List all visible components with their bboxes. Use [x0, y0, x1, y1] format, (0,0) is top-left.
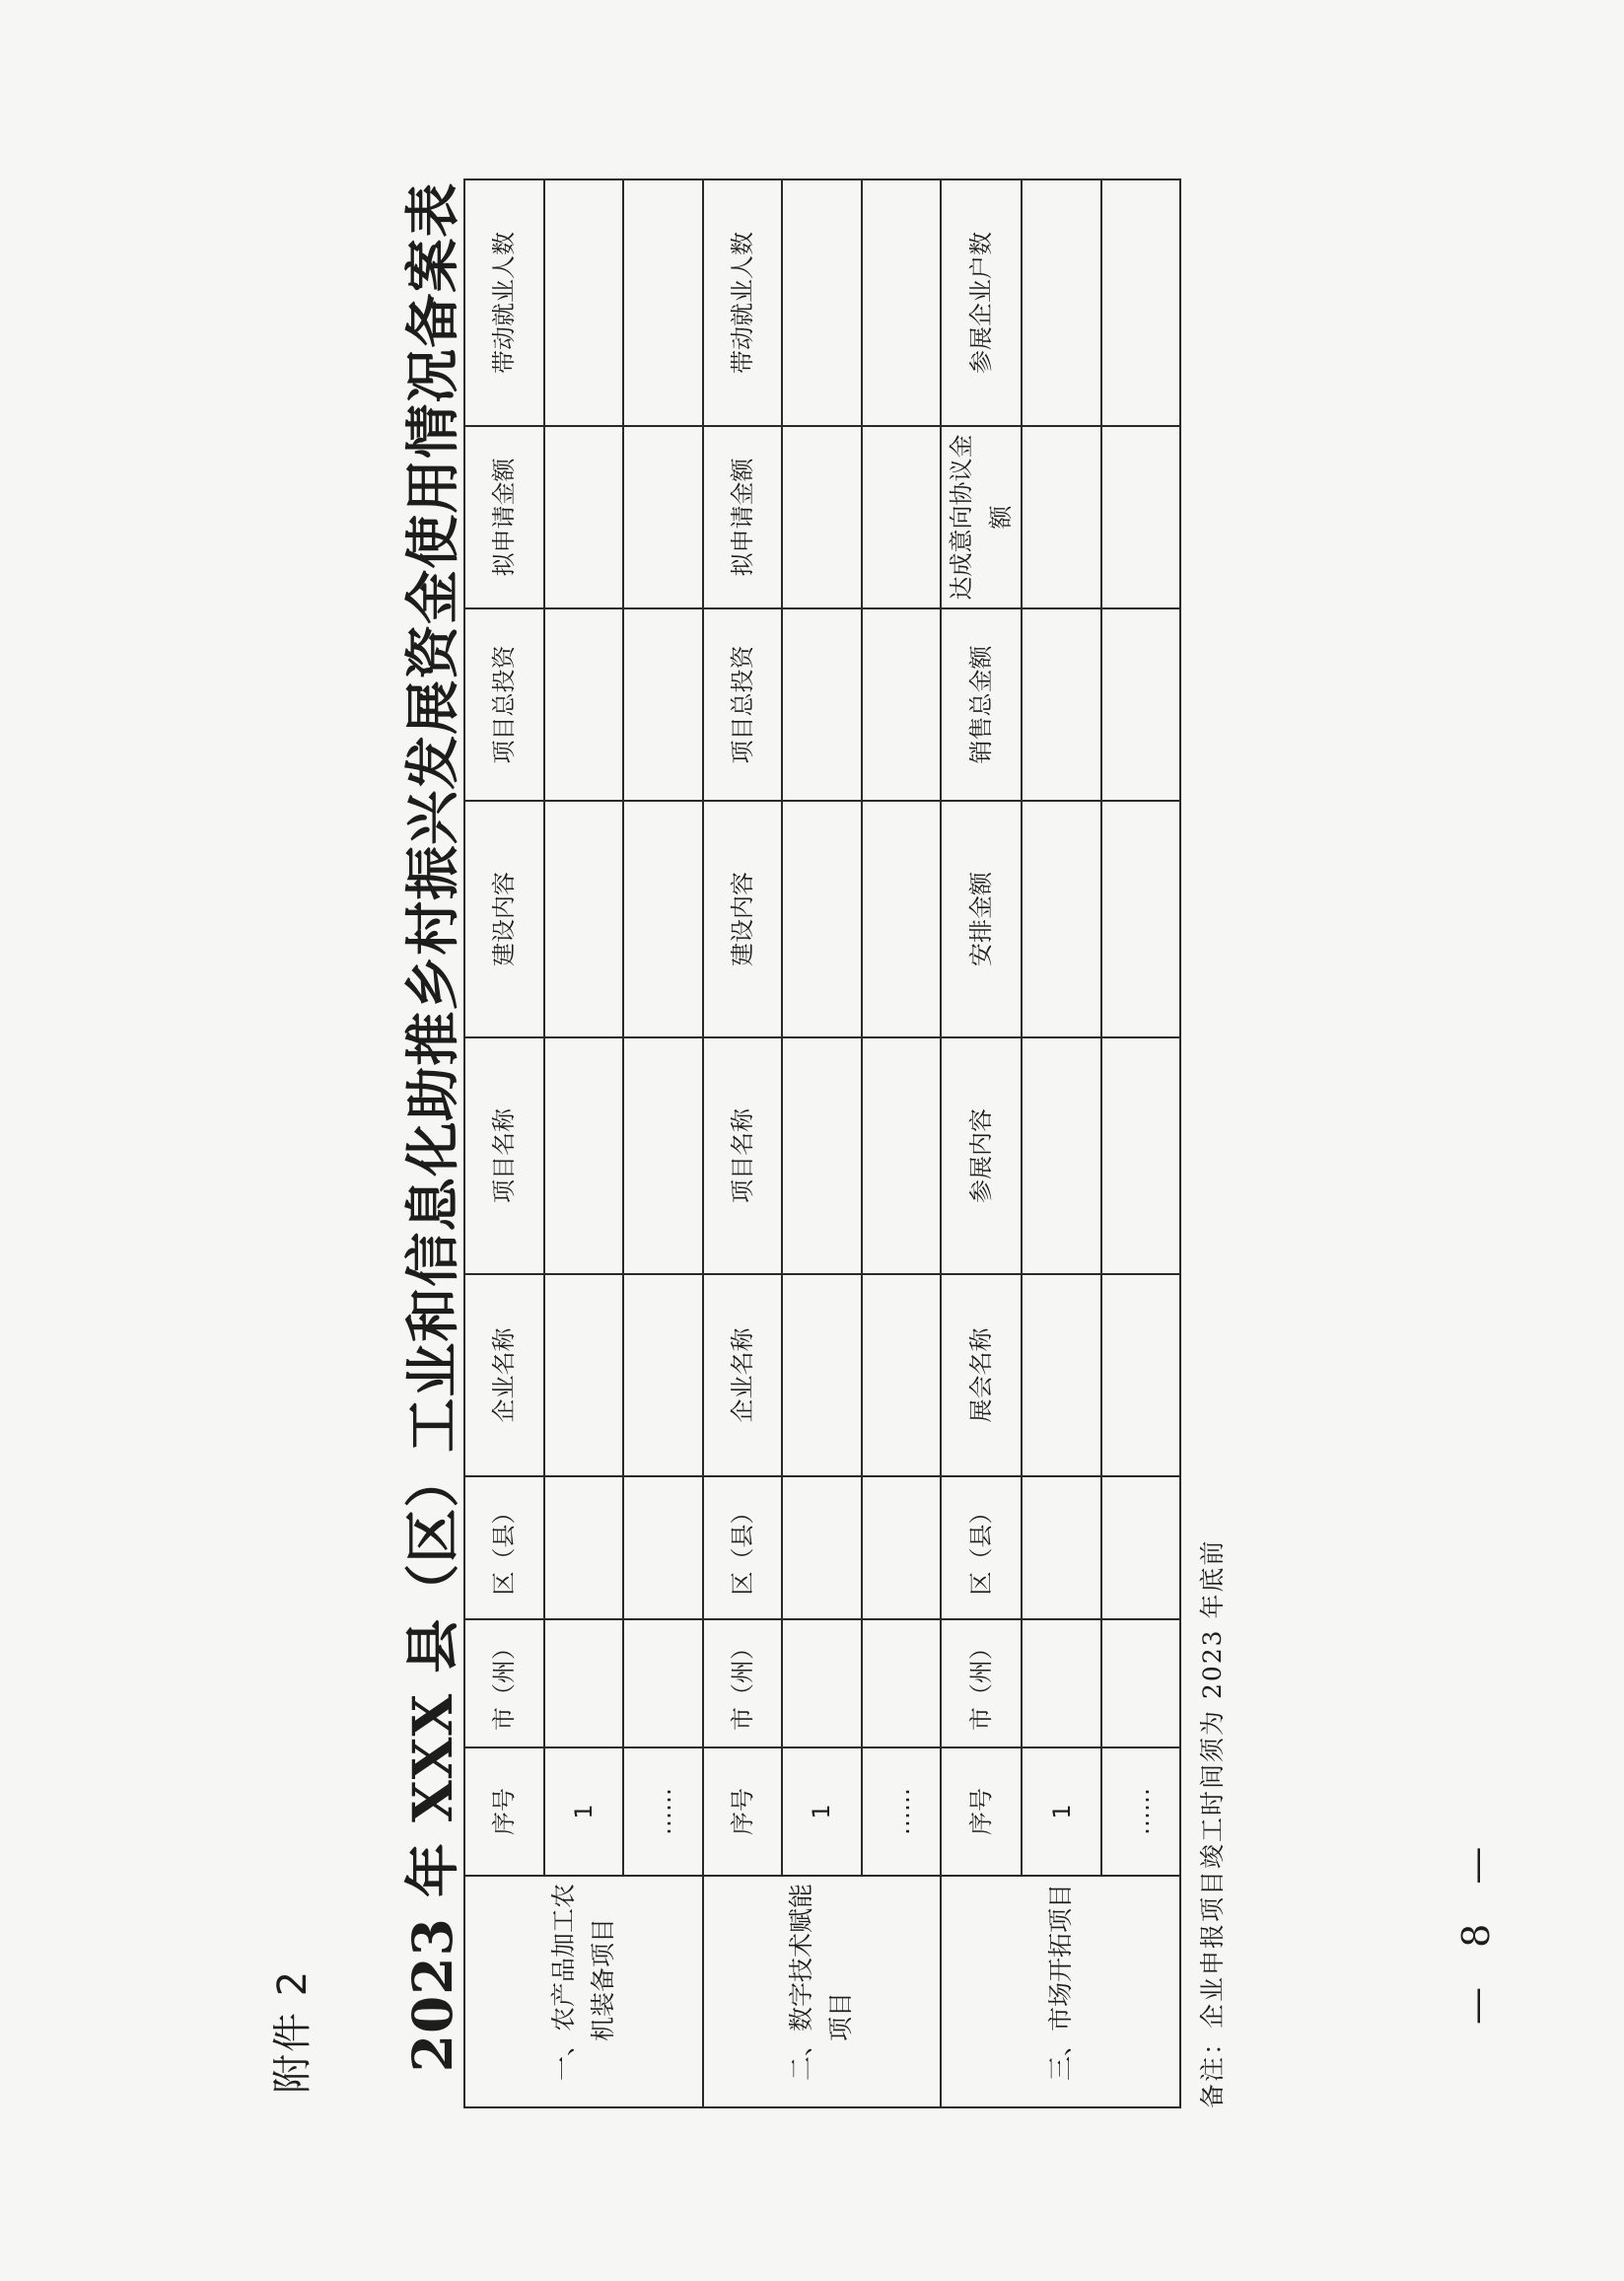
table-cell: [544, 179, 624, 426]
table-cell: [862, 801, 942, 1037]
section-name-cell: [464, 1876, 703, 2107]
table-cell: [1022, 801, 1101, 1037]
table-cell: [1022, 426, 1101, 608]
column-header: 市（州）: [703, 1619, 783, 1747]
table-cell: [862, 608, 942, 801]
column-header: 安排金额: [941, 801, 1022, 1037]
column-header: 展会名称: [941, 1274, 1022, 1476]
table-cell: [1022, 1037, 1101, 1274]
section-header-row: [464, 179, 544, 2107]
column-header: 序号: [464, 1747, 544, 1876]
table-row: [544, 179, 624, 2107]
section-name-line1: 二、数字技术赋能: [787, 1883, 816, 2081]
column-header: 项目总投资: [703, 608, 783, 801]
table-cell: [1022, 1274, 1101, 1476]
table-cell: [623, 1619, 703, 1747]
table-cell: [1022, 1619, 1101, 1747]
table-cell: [862, 1037, 942, 1274]
table-row: [623, 179, 703, 2107]
row-index-cell: ……: [623, 1747, 703, 1876]
table-cell: [623, 608, 703, 801]
table-cell: [862, 1619, 942, 1747]
column-header: 企业名称: [464, 1274, 544, 1476]
column-header: 参展企业户数: [941, 179, 1022, 426]
table-row: [1022, 179, 1101, 2107]
table-cell: [862, 1274, 942, 1476]
column-header: 项目名称: [464, 1037, 544, 1274]
attachment-label: 附件 2: [270, 1968, 316, 2094]
column-header: 市（州）: [464, 1619, 544, 1747]
remark-note: 备注：企业申报项目竣工时间须为 2023 年底前: [1198, 1538, 1227, 2108]
table-cell: [623, 801, 703, 1037]
table-cell: [1022, 608, 1101, 801]
table-cell: [1022, 179, 1101, 426]
table-cell: [1101, 179, 1181, 426]
table-cell: [782, 1274, 862, 1476]
column-header: 拟申请金额: [703, 426, 783, 608]
column-header: 区（县）: [703, 1476, 783, 1619]
section-header-row: [941, 179, 1022, 2107]
table-row: [782, 179, 862, 2107]
table-cell: [623, 1037, 703, 1274]
section-name-line1: 一、农产品加工农: [548, 1883, 578, 2081]
column-header: 企业名称: [703, 1274, 783, 1476]
column-header: 带动就业人数: [464, 179, 544, 426]
column-header: 建设内容: [703, 801, 783, 1037]
table-cell: [623, 426, 703, 608]
table-cell: [1101, 1476, 1181, 1619]
table-cell: [544, 1476, 624, 1619]
row-index-cell: 1: [1022, 1747, 1101, 1876]
table-cell: [1101, 1274, 1181, 1476]
table-cell: [544, 1274, 624, 1476]
table-row: [1101, 179, 1181, 2107]
table-cell: [782, 1037, 862, 1274]
table-cell: [862, 1476, 942, 1619]
table-cell: [623, 1274, 703, 1476]
table-cell: [623, 1476, 703, 1619]
filing-table: [463, 178, 1181, 2108]
column-header: 建设内容: [464, 801, 544, 1037]
table-cell: [782, 179, 862, 426]
table-cell: [1101, 1037, 1181, 1274]
table-cell: [1101, 426, 1181, 608]
row-index-cell: 1: [782, 1747, 862, 1876]
column-header: 项目总投资: [464, 608, 544, 801]
table-cell: [1101, 608, 1181, 801]
table-cell: [544, 1619, 624, 1747]
table-cell: [862, 426, 942, 608]
row-index-cell: 1: [544, 1747, 624, 1876]
column-header: 销售总金额: [941, 608, 1022, 801]
section-name-cell: [941, 1876, 1180, 2107]
section-name-line1: 三、市场开拓项目: [1045, 1883, 1075, 2081]
section-name-line2: 机装备项目: [588, 1917, 617, 2041]
section-header-row: [703, 179, 783, 2107]
column-header: 项目名称: [703, 1037, 783, 1274]
table-cell: [544, 801, 624, 1037]
column-header: 拟申请金额: [464, 426, 544, 608]
table-row: [862, 179, 942, 2107]
table-cell: [623, 179, 703, 426]
table-cell: [782, 426, 862, 608]
column-header: 达成意向协议金额: [941, 426, 1022, 608]
table-cell: [1101, 801, 1181, 1037]
table-cell: [1022, 1476, 1101, 1619]
section-name-cell: [703, 1876, 942, 2107]
row-index-cell: ……: [862, 1747, 942, 1876]
row-index-cell: ……: [1101, 1747, 1181, 1876]
column-header: 序号: [941, 1747, 1022, 1876]
page-number: — 8 —: [1454, 1832, 1498, 2025]
column-header: 参展内容: [941, 1037, 1022, 1274]
column-header: 区（县）: [464, 1476, 544, 1619]
table-cell: [782, 801, 862, 1037]
table-cell: [782, 608, 862, 801]
column-header: 区（县）: [941, 1476, 1022, 1619]
table-cell: [782, 1619, 862, 1747]
table-cell: [1101, 1619, 1181, 1747]
page-title: 2023 年 XXX 县（区）工业和信息化助推乡村振兴发展资金使用情况备案表: [400, 181, 464, 2073]
table-cell: [544, 608, 624, 801]
table-cell: [862, 179, 942, 426]
table-cell: [544, 426, 624, 608]
column-header: 序号: [703, 1747, 783, 1876]
table-cell: [782, 1476, 862, 1619]
column-header: 带动就业人数: [703, 179, 783, 426]
column-header: 市（州）: [941, 1619, 1022, 1747]
section-name-line2: 项目: [826, 1991, 856, 2041]
table-cell: [544, 1037, 624, 1274]
